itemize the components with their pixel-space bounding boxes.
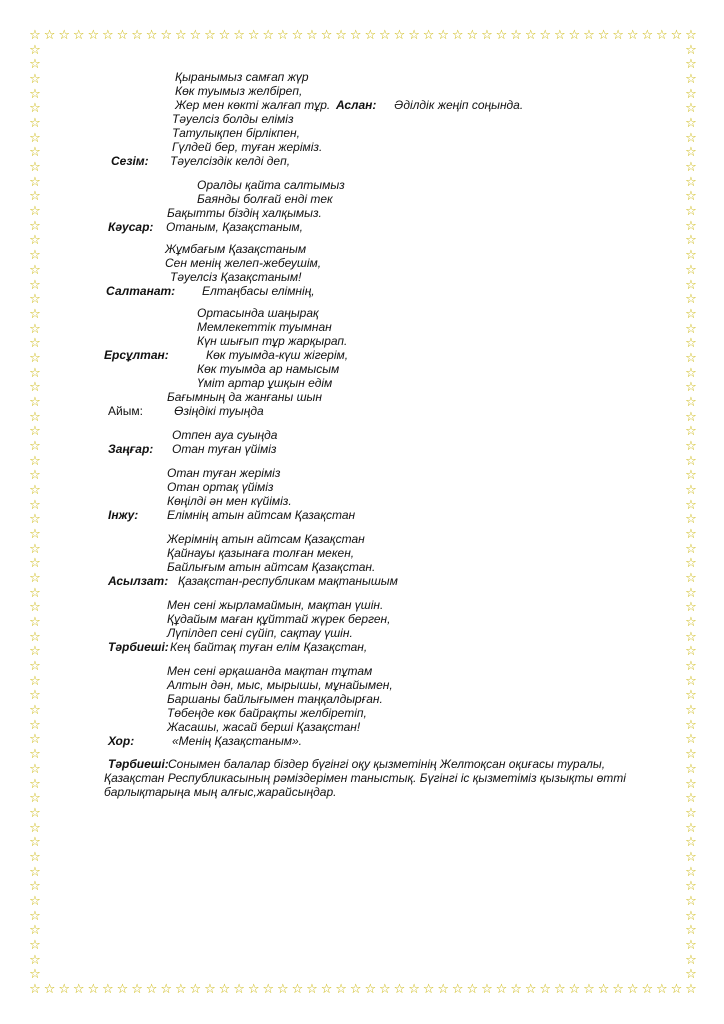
star-icon: ☆ [656, 981, 668, 996]
star-icon: ☆ [29, 628, 41, 644]
star-icon: ☆ [685, 511, 697, 527]
star-icon: ☆ [685, 408, 697, 424]
star-icon: ☆ [29, 129, 41, 145]
star-icon: ☆ [495, 27, 508, 42]
star-icon: ☆ [685, 100, 697, 116]
star-icon: ☆ [29, 540, 41, 556]
star-icon: ☆ [685, 437, 697, 453]
poem-line: Күн шығып тұр жарқырап. [197, 334, 348, 348]
star-icon: ☆ [685, 746, 697, 762]
star-icon: ☆ [29, 261, 41, 277]
speaker-label: Заңғар: [108, 442, 154, 456]
star-icon: ☆ [335, 981, 347, 996]
paragraph-line: Сонымен балалар біздер бүгінгі оқу қызметінің Желтоқсан оқиғасы туралы, [168, 757, 606, 771]
star-icon: ☆ [685, 775, 697, 791]
star-icon: ☆ [685, 423, 697, 439]
star-icon: ☆ [29, 760, 41, 776]
star-icon: ☆ [262, 981, 275, 996]
star-icon: ☆ [685, 526, 697, 541]
star-icon: ☆ [29, 555, 41, 571]
star-icon: ☆ [276, 27, 289, 42]
star-icon: ☆ [29, 922, 41, 938]
star-icon: ☆ [641, 981, 654, 996]
star-icon: ☆ [29, 702, 41, 718]
poem-line: Елтаңбасы елімнің, [202, 284, 315, 298]
star-icon: ☆ [685, 276, 697, 292]
star-icon: ☆ [349, 981, 362, 996]
star-icon: ☆ [685, 203, 697, 219]
star-icon: ☆ [583, 981, 595, 996]
star-icon: ☆ [597, 981, 610, 996]
star-icon: ☆ [29, 981, 41, 996]
star-icon: ☆ [393, 981, 406, 996]
star-icon: ☆ [218, 981, 231, 996]
star-icon: ☆ [393, 27, 406, 42]
star-icon: ☆ [29, 144, 41, 160]
star-icon: ☆ [29, 863, 41, 879]
star-icon: ☆ [29, 276, 41, 292]
star-icon: ☆ [145, 27, 158, 42]
star-icon: ☆ [349, 27, 362, 42]
star-icon: ☆ [145, 981, 158, 996]
star-icon: ☆ [466, 27, 479, 42]
poem-line: Әділдік жеңіп соңында. [394, 98, 524, 112]
star-icon: ☆ [29, 393, 41, 409]
star-icon: ☆ [306, 27, 318, 42]
star-icon: ☆ [408, 27, 420, 42]
star-icon: ☆ [364, 981, 377, 996]
poem-line: Тәуелсіз Қазақстаным! [170, 270, 302, 284]
star-icon: ☆ [291, 27, 304, 42]
star-icon: ☆ [29, 658, 41, 674]
poem-line: Қазақстан-республикам мақтанышым [178, 574, 398, 588]
paragraph-line: Қазақстан Республикасының рәміздерімен таныстық. Бүгінгі іс қызметіміз қызықты өтті [104, 771, 626, 785]
star-icon: ☆ [685, 804, 697, 820]
star-icon: ☆ [29, 614, 41, 630]
star-icon: ☆ [218, 27, 231, 42]
star-icon: ☆ [29, 320, 41, 336]
poem-line: Құдайым маған құйттай жүрек берген, [167, 612, 391, 626]
poem-line: Жерімнің атын айтсам Қазақстан [167, 532, 365, 546]
poem-line: Ортасында шаңырақ [197, 306, 319, 320]
star-icon: ☆ [685, 834, 697, 850]
star-icon: ☆ [87, 981, 100, 996]
star-icon: ☆ [189, 27, 202, 42]
star-icon: ☆ [335, 27, 347, 42]
star-icon: ☆ [29, 481, 41, 497]
poem-line: Байлығым атын айтсам Қазақстан. [167, 560, 376, 574]
star-icon: ☆ [87, 27, 100, 42]
star-icon: ☆ [685, 41, 697, 57]
star-icon: ☆ [29, 804, 41, 820]
star-icon: ☆ [685, 335, 697, 351]
star-icon: ☆ [641, 27, 654, 42]
star-icon: ☆ [685, 863, 697, 879]
star-icon: ☆ [685, 379, 697, 395]
star-icon: ☆ [29, 951, 41, 967]
star-icon: ☆ [437, 27, 449, 42]
star-icon: ☆ [524, 981, 537, 996]
star-icon: ☆ [102, 981, 114, 996]
star-icon: ☆ [29, 56, 41, 72]
star-icon: ☆ [685, 981, 697, 996]
star-icon: ☆ [685, 393, 697, 409]
star-icon: ☆ [174, 981, 187, 996]
star-icon: ☆ [29, 291, 41, 307]
speaker-label: Кәусар: [108, 220, 154, 234]
star-icon: ☆ [262, 27, 275, 42]
star-icon: ☆ [29, 584, 41, 600]
poem-line: Қыранымыз самғап жүр [175, 70, 309, 84]
star-icon: ☆ [422, 981, 435, 996]
star-icon: ☆ [29, 467, 41, 483]
star-icon: ☆ [29, 878, 41, 894]
star-icon: ☆ [685, 731, 697, 747]
star-icon: ☆ [29, 819, 41, 835]
star-icon: ☆ [29, 834, 41, 850]
speaker-label: Інжу: [108, 508, 139, 522]
star-icon: ☆ [685, 144, 697, 160]
star-icon: ☆ [43, 981, 56, 996]
star-icon: ☆ [524, 27, 537, 42]
poem-line: Тәуелсіз болды еліміз [172, 112, 294, 126]
star-icon: ☆ [685, 217, 697, 233]
star-icon: ☆ [685, 540, 697, 556]
poem-line: Татулықпен бірлікпен, [172, 126, 300, 140]
poem-line: Өзіңдікі туыңда [174, 404, 264, 418]
star-icon: ☆ [131, 981, 143, 996]
star-icon: ☆ [189, 981, 202, 996]
star-icon: ☆ [29, 437, 41, 453]
speaker-label: Салтанат: [106, 284, 176, 298]
star-icon: ☆ [670, 27, 683, 42]
star-icon: ☆ [685, 291, 697, 307]
star-icon: ☆ [670, 981, 683, 996]
speaker-label: Хор: [108, 734, 135, 748]
poem-line: Қайнауы қазынаға толған мекен, [167, 546, 355, 560]
star-icon: ☆ [685, 878, 697, 894]
poem-line: Тәуелсіздік келді деп, [170, 154, 291, 168]
star-icon: ☆ [553, 981, 566, 996]
star-icon: ☆ [553, 27, 566, 42]
star-icon: ☆ [320, 981, 333, 996]
star-icon: ☆ [510, 27, 522, 42]
poem-line: Жасашы, жасай берші Қазақстан! [167, 720, 361, 734]
star-icon: ☆ [29, 232, 41, 248]
star-icon: ☆ [58, 27, 70, 42]
star-icon: ☆ [612, 27, 624, 42]
star-icon: ☆ [685, 467, 697, 483]
star-icon: ☆ [247, 981, 260, 996]
star-icon: ☆ [685, 951, 697, 967]
star-icon: ☆ [29, 526, 41, 541]
star-icon: ☆ [29, 41, 41, 57]
star-icon: ☆ [29, 452, 41, 468]
star-icon: ☆ [685, 115, 697, 131]
star-icon: ☆ [685, 232, 697, 248]
poem-line: Мен сені әрқашанда мақтан тұтам [167, 664, 373, 678]
star-icon: ☆ [510, 981, 522, 996]
star-icon: ☆ [29, 349, 41, 365]
poem-line: Көк туымда ар намысым [197, 362, 340, 376]
star-icon: ☆ [612, 981, 624, 996]
star-icon: ☆ [685, 85, 697, 101]
star-icon: ☆ [72, 981, 85, 996]
star-icon: ☆ [29, 848, 41, 864]
star-icon: ☆ [29, 892, 41, 908]
star-icon: ☆ [29, 247, 41, 263]
star-icon: ☆ [29, 71, 41, 87]
star-icon: ☆ [437, 981, 449, 996]
star-icon: ☆ [29, 408, 41, 424]
star-icon: ☆ [29, 907, 41, 923]
star-icon: ☆ [685, 643, 697, 659]
poem-line: Көңілді ән мен күйіміз. [167, 494, 292, 508]
star-icon: ☆ [29, 85, 41, 101]
star-icon: ☆ [43, 27, 56, 42]
star-icon: ☆ [685, 452, 697, 468]
star-icon: ☆ [597, 27, 610, 42]
star-icon: ☆ [626, 27, 639, 42]
star-icon: ☆ [481, 27, 493, 42]
star-icon: ☆ [320, 27, 333, 42]
star-icon: ☆ [29, 27, 41, 42]
poem-line: Отан туған үйіміз [172, 442, 277, 456]
star-icon: ☆ [379, 27, 391, 42]
star-icon: ☆ [568, 27, 581, 42]
poem-line: Мен сені жырламаймын, мақтан үшін. [167, 598, 384, 612]
star-icon: ☆ [160, 981, 173, 996]
poem-line: Отан туған жеріміз [167, 466, 281, 480]
star-icon: ☆ [685, 188, 697, 204]
star-icon: ☆ [422, 27, 435, 42]
poem-line: Жұмбағым Қазақстаным [165, 242, 307, 256]
star-icon: ☆ [291, 981, 304, 996]
poem-line: «Менің Қазақстаным». [172, 734, 303, 748]
star-icon: ☆ [233, 981, 245, 996]
star-icon: ☆ [29, 966, 41, 982]
poem-line: Отпен ауа суыңда [172, 428, 278, 442]
star-icon: ☆ [204, 27, 216, 42]
speaker-label: Айым: [108, 404, 143, 418]
star-icon: ☆ [408, 981, 420, 996]
star-icon: ☆ [685, 364, 697, 380]
star-icon: ☆ [685, 570, 697, 586]
poem-line: Баршаны байлығымен таңқалдырған. [167, 692, 383, 706]
speaker-label: Аслан: [336, 98, 377, 112]
poem-line: Баянды болғай енді тек [197, 192, 333, 206]
poem-line: Елімнің атын айтсам Қазақстан [167, 508, 356, 522]
star-icon: ☆ [685, 966, 697, 982]
star-icon: ☆ [685, 936, 697, 952]
star-icon: ☆ [364, 27, 377, 42]
star-icon: ☆ [685, 261, 697, 277]
poem-line: Көк туымда-күш жігерім, [206, 348, 349, 362]
star-icon: ☆ [685, 71, 697, 87]
star-icon: ☆ [466, 981, 479, 996]
star-icon: ☆ [116, 981, 129, 996]
star-icon: ☆ [29, 335, 41, 351]
star-icon: ☆ [58, 981, 70, 996]
star-icon: ☆ [583, 27, 595, 42]
star-icon: ☆ [29, 364, 41, 380]
star-icon: ☆ [685, 159, 697, 175]
star-icon: ☆ [29, 188, 41, 204]
poem-line: Оралды қайта салтымыз [197, 178, 345, 192]
star-icon: ☆ [685, 628, 697, 644]
star-icon: ☆ [29, 775, 41, 791]
star-icon: ☆ [685, 702, 697, 718]
poem-line: Отан ортақ үйіміз [167, 480, 274, 494]
star-icon: ☆ [685, 790, 697, 806]
star-icon: ☆ [481, 981, 493, 996]
star-icon: ☆ [685, 496, 697, 512]
paragraph-line: барлықтарыңа мың алғыс,жарайсыңдар. [104, 785, 337, 799]
star-icon: ☆ [174, 27, 187, 42]
star-icon: ☆ [379, 981, 391, 996]
poem-line: Көк туымыз желбіреп, [175, 84, 303, 98]
star-icon: ☆ [131, 27, 143, 42]
speaker-label: Асылзат: [108, 574, 169, 588]
poem-line: Алтын дән, мыс, мырышы, мұнайымен, [167, 678, 393, 692]
star-icon: ☆ [685, 907, 697, 923]
poem-line: Жер мен көкті жалғап тұр. [175, 98, 331, 112]
star-icon: ☆ [29, 379, 41, 395]
star-icon: ☆ [685, 305, 697, 321]
poem-line: Гүлдей бер, туған жеріміз. [172, 140, 323, 154]
star-icon: ☆ [29, 643, 41, 659]
speaker-label: Тәрбиеші: [108, 757, 169, 771]
star-icon: ☆ [72, 27, 85, 42]
star-icon: ☆ [29, 203, 41, 219]
star-icon: ☆ [116, 27, 129, 42]
speaker-label: Тәрбиеші: [108, 640, 169, 654]
star-icon: ☆ [29, 423, 41, 439]
star-icon: ☆ [29, 746, 41, 762]
poem-line: Төбеңде көк байрақты желбіретіп, [167, 706, 367, 720]
poem-line: Лүпілдеп сені сүйіп, сақтау үшін. [167, 626, 353, 640]
star-icon: ☆ [29, 217, 41, 233]
star-icon: ☆ [685, 672, 697, 688]
star-icon: ☆ [29, 115, 41, 131]
star-icon: ☆ [656, 27, 668, 42]
star-icon: ☆ [451, 981, 464, 996]
star-icon: ☆ [29, 305, 41, 321]
speaker-label: Сезім: [111, 154, 149, 168]
star-icon: ☆ [29, 790, 41, 806]
poem-line: Бақытты біздің халқымыз. [167, 206, 322, 220]
star-icon: ☆ [233, 27, 245, 42]
star-icon: ☆ [539, 27, 552, 42]
star-icon: ☆ [29, 687, 41, 703]
star-icon: ☆ [685, 819, 697, 835]
star-icon: ☆ [102, 27, 114, 42]
poem-line: Мемлекеттік туымнан [197, 320, 332, 334]
star-icon: ☆ [306, 981, 318, 996]
star-icon: ☆ [29, 570, 41, 586]
star-icon: ☆ [685, 760, 697, 776]
star-icon: ☆ [29, 511, 41, 527]
poem-line: Үміт артар ұшқын едім [197, 376, 333, 390]
star-icon: ☆ [568, 981, 581, 996]
star-icon: ☆ [29, 496, 41, 512]
star-icon: ☆ [29, 716, 41, 732]
star-icon: ☆ [29, 100, 41, 116]
star-icon: ☆ [29, 672, 41, 688]
star-icon: ☆ [685, 247, 697, 263]
star-icon: ☆ [685, 658, 697, 674]
star-icon: ☆ [685, 716, 697, 732]
star-icon: ☆ [685, 687, 697, 703]
star-icon: ☆ [685, 56, 697, 72]
star-icon: ☆ [685, 555, 697, 571]
star-icon: ☆ [495, 981, 508, 996]
star-icon: ☆ [685, 481, 697, 497]
star-icon: ☆ [29, 599, 41, 615]
poem-line: Отаным, Қазақстаным, [166, 220, 303, 234]
star-icon: ☆ [685, 27, 697, 42]
star-icon: ☆ [204, 981, 216, 996]
star-icon: ☆ [685, 922, 697, 938]
star-icon: ☆ [626, 981, 639, 996]
star-icon: ☆ [685, 614, 697, 630]
star-icon: ☆ [685, 599, 697, 615]
star-icon: ☆ [276, 981, 289, 996]
star-icon: ☆ [451, 27, 464, 42]
poem-line: Кең байтақ туған елім Қазақстан, [170, 640, 368, 654]
star-icon: ☆ [685, 320, 697, 336]
star-icon: ☆ [29, 159, 41, 175]
star-icon: ☆ [29, 731, 41, 747]
poem-line: Бағымның да жанғаны шын [167, 390, 322, 404]
star-icon: ☆ [29, 173, 41, 189]
star-icon: ☆ [29, 936, 41, 952]
star-icon: ☆ [247, 27, 260, 42]
star-icon: ☆ [685, 892, 697, 908]
star-icon: ☆ [160, 27, 173, 42]
speaker-label: Ерсұлтан: [104, 348, 169, 362]
star-icon: ☆ [685, 173, 697, 189]
star-icon: ☆ [539, 981, 552, 996]
star-icon: ☆ [685, 584, 697, 600]
star-icon: ☆ [685, 848, 697, 864]
poem-line: Сен менің желеп-жебеушім, [165, 256, 322, 270]
star-icon: ☆ [685, 349, 697, 365]
star-icon: ☆ [685, 129, 697, 145]
